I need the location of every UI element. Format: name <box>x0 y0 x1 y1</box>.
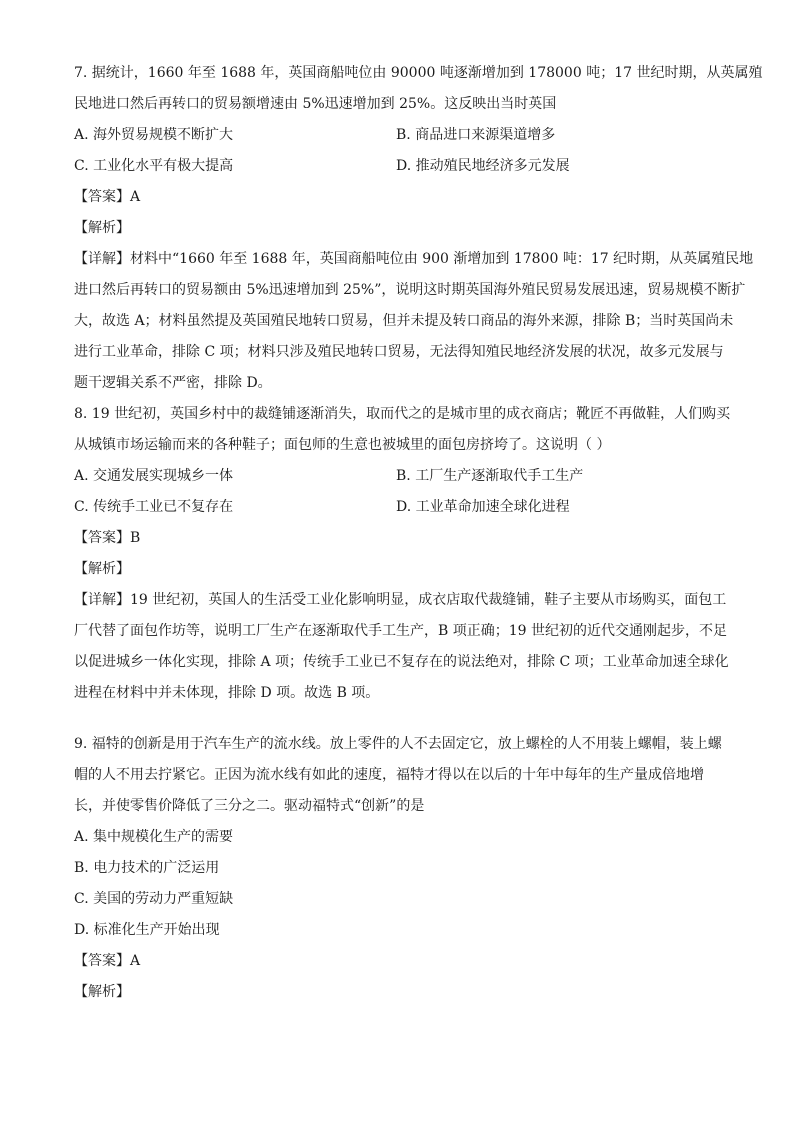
question-9-option-b: B. 电力技术的广泛运用 <box>74 860 220 876</box>
question-7-option-b: B. 商品进口来源渠道增多 <box>396 127 556 143</box>
question-8-options-row-1 <box>74 461 724 492</box>
question-8-detail-line-2: 厂代替了面包作坊等，说明工厂生产在逐渐取代手工生产，B 项正确；19 世纪初的近代交通刚起步，不足 <box>74 623 728 639</box>
question-7-option-d: D. 推动殖民地经济多元发展 <box>396 158 570 174</box>
question-7-option-c: C. 工业化水平有极大提高 <box>74 158 234 174</box>
question-7-option-a: A. 海外贸易规模不断扩大 <box>74 127 234 143</box>
question-8-detail-line-3: 以促进城乡一体化实现，排除 A 项；传统手工业已不复存在的说法绝对，排除 C 项；工业革命加速全球化 <box>74 654 729 670</box>
question-8-option-b: B. 工厂生产逐渐取代手工生产 <box>396 468 584 484</box>
question-9-stem-line-1: 9. 福特的创新是用于汽车生产的流水线。放上零件的人不去固定它，放上螺栓的人不用装上螺帽，装上螺 <box>74 736 722 752</box>
question-8-stem-line-1: 8. 19 世纪初，英国乡村中的裁缝铺逐渐消失，取而代之的是城市里的成衣商店；靴匠不再做鞋，人们购买 <box>74 406 731 422</box>
question-7-detail-line-3: 大，故选 A；材料虽然提及英国殖民地转口贸易，但并未提及转口商品的海外来源，排除 B；当时英国尚未 <box>74 313 734 329</box>
question-9-option-d: D. 标准化生产开始出现 <box>74 922 220 938</box>
question-7-options-row-2 <box>74 151 724 182</box>
question-7-stem-line-1: 7. 据统计，1660 年至 1688 年，英国商船吨位由 90000 吨逐渐增加到 178000 吨；17 世纪时期，从英属殖 <box>74 65 763 81</box>
question-9 <box>74 729 724 1008</box>
question-8-stem-line-2: 从城镇市场运输而来的各种鞋子；面包师的生意也被城里的面包房挤垮了。这说明（ ） <box>74 437 611 453</box>
question-8-option-c: C. 传统手工业已不复存在 <box>74 499 234 515</box>
question-8-option-a: A. 交通发展实现城乡一体 <box>74 468 234 484</box>
question-9-answer: 【答案】A <box>74 953 141 969</box>
exam-page <box>74 58 763 1008</box>
question-8-option-d: D. 工业革命加速全球化进程 <box>396 499 570 515</box>
question-9-stem-line-2: 帽的人不用去拧紧它。正因为流水线有如此的速度，福特才得以在以后的十年中每年的生产量成倍地增 <box>74 767 704 783</box>
question-7-detail-line-4: 进行工业革命，排除 C 项；材料只涉及殖民地转口贸易，无法得知殖民地经济发展的状况，故多元发展与 <box>74 344 724 360</box>
question-8-detail-line-4: 进程在材料中并未体现，排除 D 项。故选 B 项。 <box>74 685 380 701</box>
question-7-detail-line-1: 【详解】材料中“1660 年至 1688 年，英国商船吨位由 900 渐增加到 17800 吨：17 纪时期，从英属殖民地 <box>74 251 754 267</box>
question-7-options-row-1 <box>74 120 724 151</box>
question-9-option-c: C. 美国的劳动力严重短缺 <box>74 891 234 907</box>
question-8-options-row-2 <box>74 492 724 523</box>
question-7-stem-line-2: 民地进口然后再转口的贸易额增速由 5%迅速增加到 25%。这反映出当时英国 <box>74 96 557 112</box>
question-8-detail-line-1: 【详解】19 世纪初，英国人的生活受工业化影响明显，成衣店取代裁缝铺，鞋子主要从市场购买，面包工 <box>74 592 727 608</box>
section-spacer <box>74 709 724 729</box>
question-9-analysis-label: 【解析】 <box>74 984 130 1000</box>
question-8-analysis-label: 【解析】 <box>74 561 130 577</box>
question-7 <box>74 58 763 399</box>
question-8-answer: 【答案】B <box>74 530 141 546</box>
question-9-option-a: A. 集中规模化生产的需要 <box>74 829 234 845</box>
question-7-analysis-label: 【解析】 <box>74 220 130 236</box>
question-7-answer: 【答案】A <box>74 189 141 205</box>
question-7-detail-line-5: 题干逻辑关系不严密，排除 D。 <box>74 375 272 391</box>
question-8 <box>74 399 731 709</box>
question-7-detail-line-2: 进口然后再转口的贸易额由 5%迅速增加到 25%”，说明这时期英国海外殖民贸易发展迅速，贸易规模不断扩 <box>74 282 746 298</box>
question-9-stem-line-3: 长，并使零售价降低了三分之二。驱动福特式“创新”的是 <box>74 798 425 814</box>
